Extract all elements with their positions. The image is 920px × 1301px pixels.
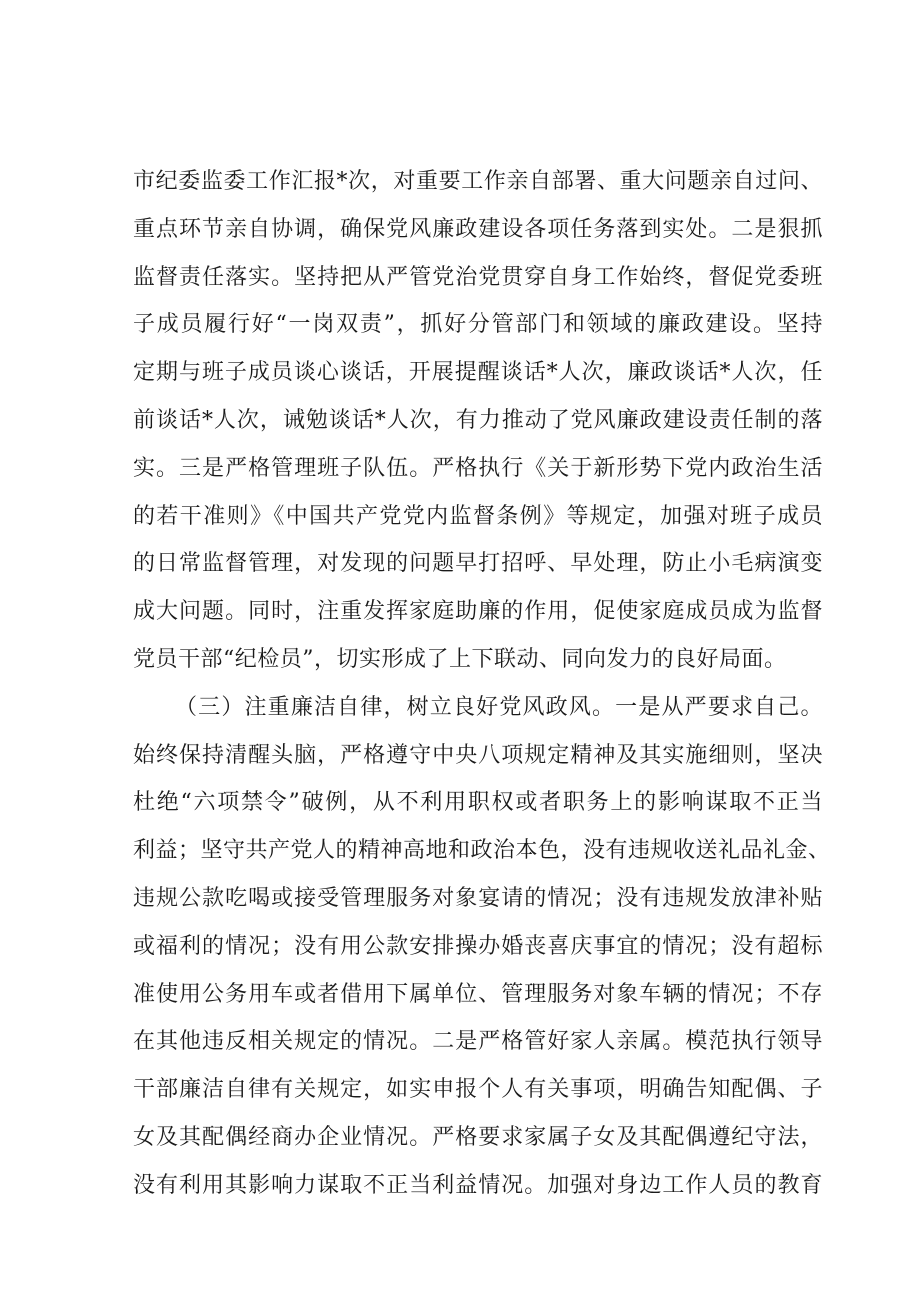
text-line: 前谈话*人次，诫勉谈话*人次，有力推动了党风廉政建设责任制的落 — [133, 407, 823, 433]
text-line: 女及其配偶经商办企业情况。严格要求家属子女及其配偶遵纪守法， — [133, 1124, 823, 1150]
body-text — [133, 158, 831, 1210]
text-line: 的日常监督管理，对发现的问题早打招呼、早处理，防止小毛病演变 — [133, 551, 823, 577]
text-line: 没有利用其影响力谋取不正当利益情况。加强对身边工作人员的教育 — [133, 1172, 823, 1198]
paragraph-1 — [133, 158, 823, 684]
text-line: 利益；坚守共产党人的精神高地和政治本色，没有违规收送礼品礼金、 — [133, 838, 831, 864]
text-line: 定期与班子成员谈心谈话，开展提醒谈话*人次，廉政谈话*人次，任 — [133, 360, 823, 386]
text-line: 的若干准则》《中国共产党党内监督条例》等规定，加强对班子成员 — [133, 503, 823, 529]
text-line: 实。三是严格管理班子队伍。严格执行《关于新形势下党内政治生活 — [133, 455, 823, 481]
text-line: 准使用公务用车或者借用下属单位、管理服务对象车辆的情况；不存 — [133, 981, 823, 1007]
text-line: 党员干部“纪检员”，切实形成了上下联动、同向发力的良好局面。 — [133, 646, 787, 672]
text-line: 始终保持清醒头脑，严格遵守中央八项规定精神及其实施细则，坚决 — [133, 742, 823, 768]
text-line: 杜绝“六项禁令”破例，从不利用职权或者职务上的影响谋取不正当 — [133, 790, 823, 816]
text-line: 市纪委监委工作汇报*次，对重要工作亲自部署、重大问题亲自过问、 — [133, 169, 823, 194]
text-line: 成大问题。同时，注重发挥家庭助廉的作用，促使家庭成员成为监督 — [133, 599, 823, 625]
text-line: 违规公款吃喝或接受管理服务对象宴请的情况；没有违规发放津补贴 — [133, 885, 823, 911]
text-line: 干部廉洁自律有关规定，如实申报个人有关事项，明确告知配偶、子 — [133, 1077, 823, 1103]
section-heading-line: （三）注重廉洁自律，树立良好党风政风。一是从严要求自己。 — [175, 694, 823, 720]
text-line: 监督责任落实。坚持把从严管党治党贯穿自身工作始终，督促党委班 — [133, 264, 823, 290]
text-line: 子成员履行好“一岗双责”，抓好分管部门和领域的廉政建设。坚持 — [133, 312, 823, 338]
text-line: 或福利的情况；没有用公款安排操办婚丧喜庆事宜的情况；没有超标 — [133, 933, 823, 959]
text-line: 在其他违反相关规定的情况。二是严格管好家人亲属。模范执行领导 — [133, 1029, 823, 1055]
paragraph-2 — [133, 684, 831, 1210]
text-line: 重点环节亲自协调，确保党风廉政建设各项任务落到实处。二是狠抓 — [133, 216, 823, 242]
